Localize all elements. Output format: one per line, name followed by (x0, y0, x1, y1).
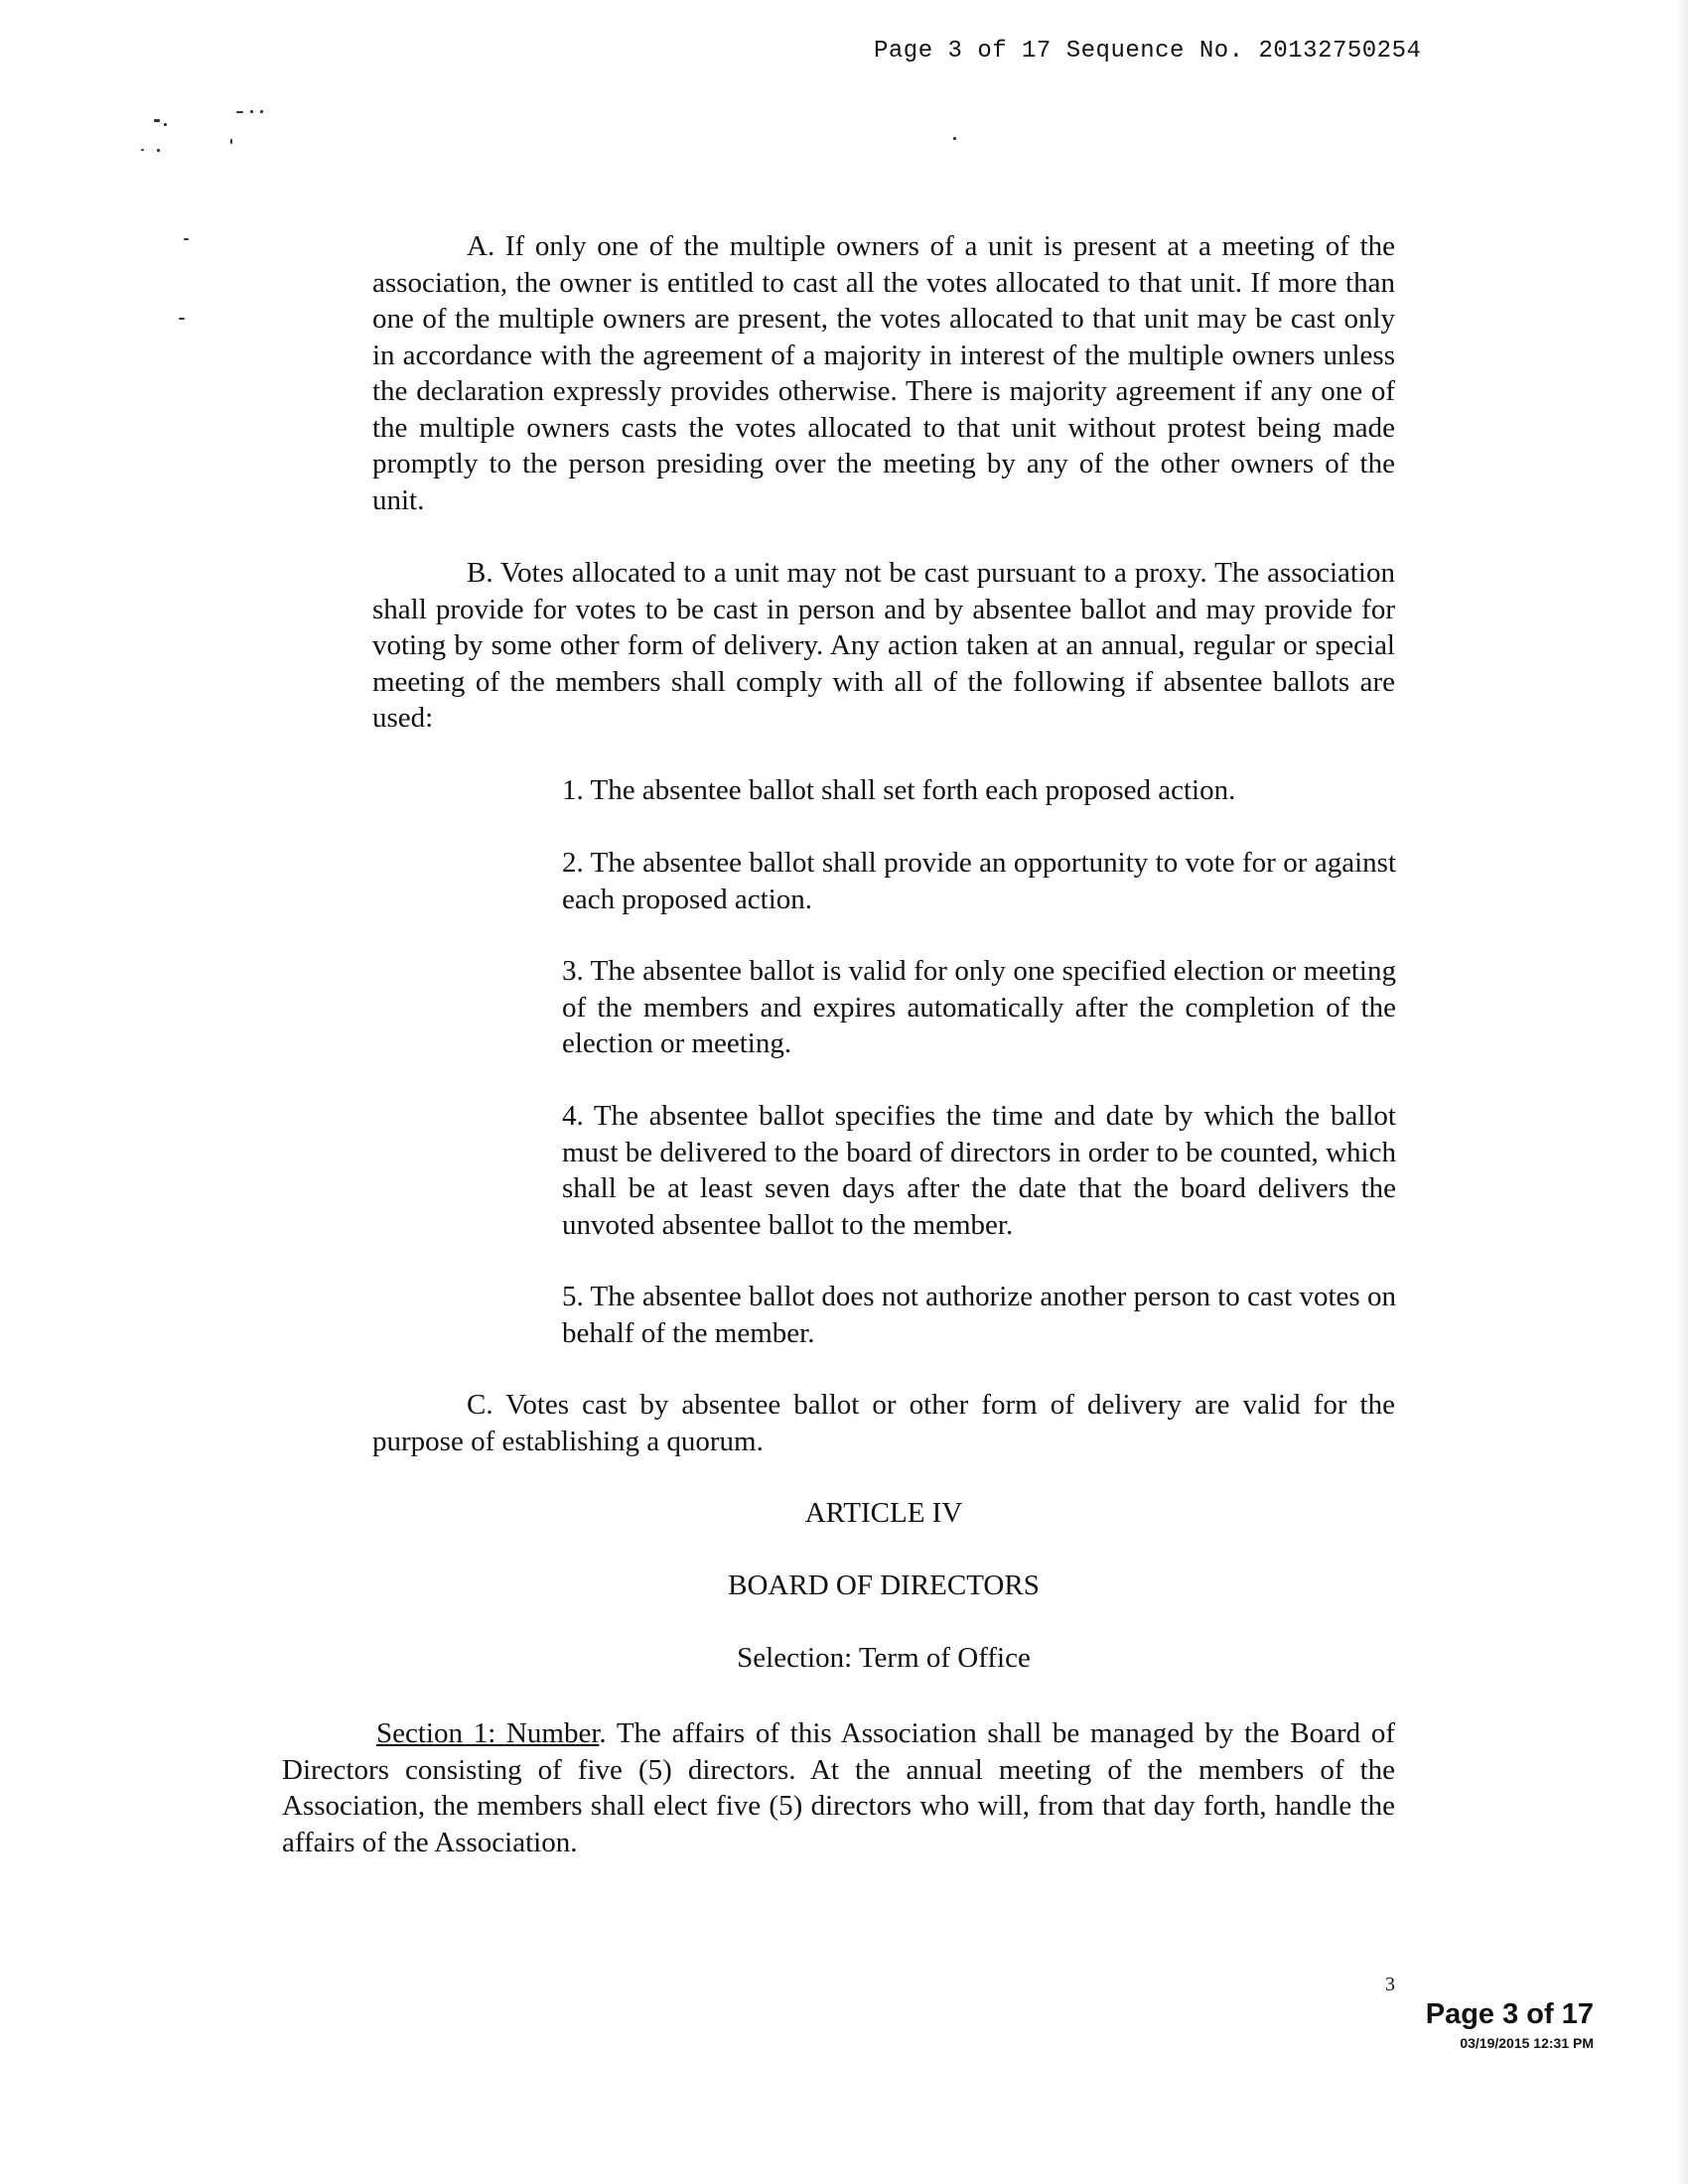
scan-speck (184, 238, 189, 240)
section-1-text: . The affairs of this Association shall be managed by the Board of Directors consisting of five (5) directors. At the annual meeting of the members of the Association, the members shall elect five (5) directors who will, from that day forth, handle the affairs of the Association. (282, 1717, 1395, 1858)
scan-speck (953, 137, 956, 140)
scan-speck (157, 149, 160, 152)
scan-speck (141, 149, 144, 151)
paragraph-a: A. If only one of the multiple owners of a unit is present at a meeting of the association, the owner is entitled to cast all the votes allocated to that unit. If more than one of the multiple owners are present, the votes allocated to that unit may be cast only in accordance with the agreement of a majority in interest of the multiple owners unless the declaration expressly provides otherwise. There is majority agreement if any one of the multiple owners casts the votes allocated to that unit without protest being made promptly to the person presiding over the meeting by any of the other owners of the unit. (372, 230, 1395, 516)
board-heading: BOARD OF DIRECTORS (728, 1570, 1040, 1601)
list-item-1: 1. The absentee ballot shall set forth each proposed action. (562, 774, 1236, 806)
list-item-5: 5. The absentee ballot does not authorize another person to cast votes on behalf of the member. (562, 1281, 1396, 1349)
stamp-date: 03/19/2015 12:31 PM (1460, 2035, 1594, 2051)
list-item-2: 2. The absentee ballot shall provide an opportunity to vote for or against each proposed action. (562, 847, 1396, 915)
selection-heading: Selection: Term of Office (737, 1642, 1031, 1674)
section-1-title: Section 1: Number (376, 1717, 600, 1749)
sequence-header: Page 3 of 17 Sequence No. 20132750254 (874, 38, 1422, 65)
scan-speck (230, 139, 232, 144)
section-1-paragraph (282, 1715, 1395, 1860)
scan-speck (236, 111, 243, 113)
paragraph-b: B. Votes allocated to a unit may not be cast pursuant to a proxy. The association shall provide for votes to be cast in person and by absentee ballot and may provide for voting by some other form of delivery. Any action taken at an annual, regular or special meeting of the members shall comply with all of the following if absentee ballots are used: (372, 557, 1395, 734)
scan-speck (260, 110, 263, 113)
scan-speck (154, 119, 160, 122)
scan-speck (164, 123, 167, 126)
paragraph-c: C. Votes cast by absentee ballot or other form of delivery are valid for the purpose of establishing a quorum. (372, 1389, 1395, 1457)
page-number: 3 (1385, 1974, 1395, 1995)
scan-speck (179, 318, 185, 320)
scan-speck (250, 110, 253, 113)
list-item-3: 3. The absentee ballot is valid for only one specified election or meeting of the members and expires automatically after the completion of the election or meeting. (562, 955, 1396, 1059)
article-heading: ARTICLE IV (804, 1497, 963, 1529)
page-stamp: Page 3 of 17 (1425, 1998, 1594, 2030)
page-edge-shadow (1674, 0, 1688, 2184)
list-item-4: 4. The absentee ballot specifies the time and date by which the ballot must be delivered to the board of directors in order to be counted, which shall be at least seven days after the date that the board delivers the unvoted absentee ballot to the member. (562, 1100, 1396, 1241)
